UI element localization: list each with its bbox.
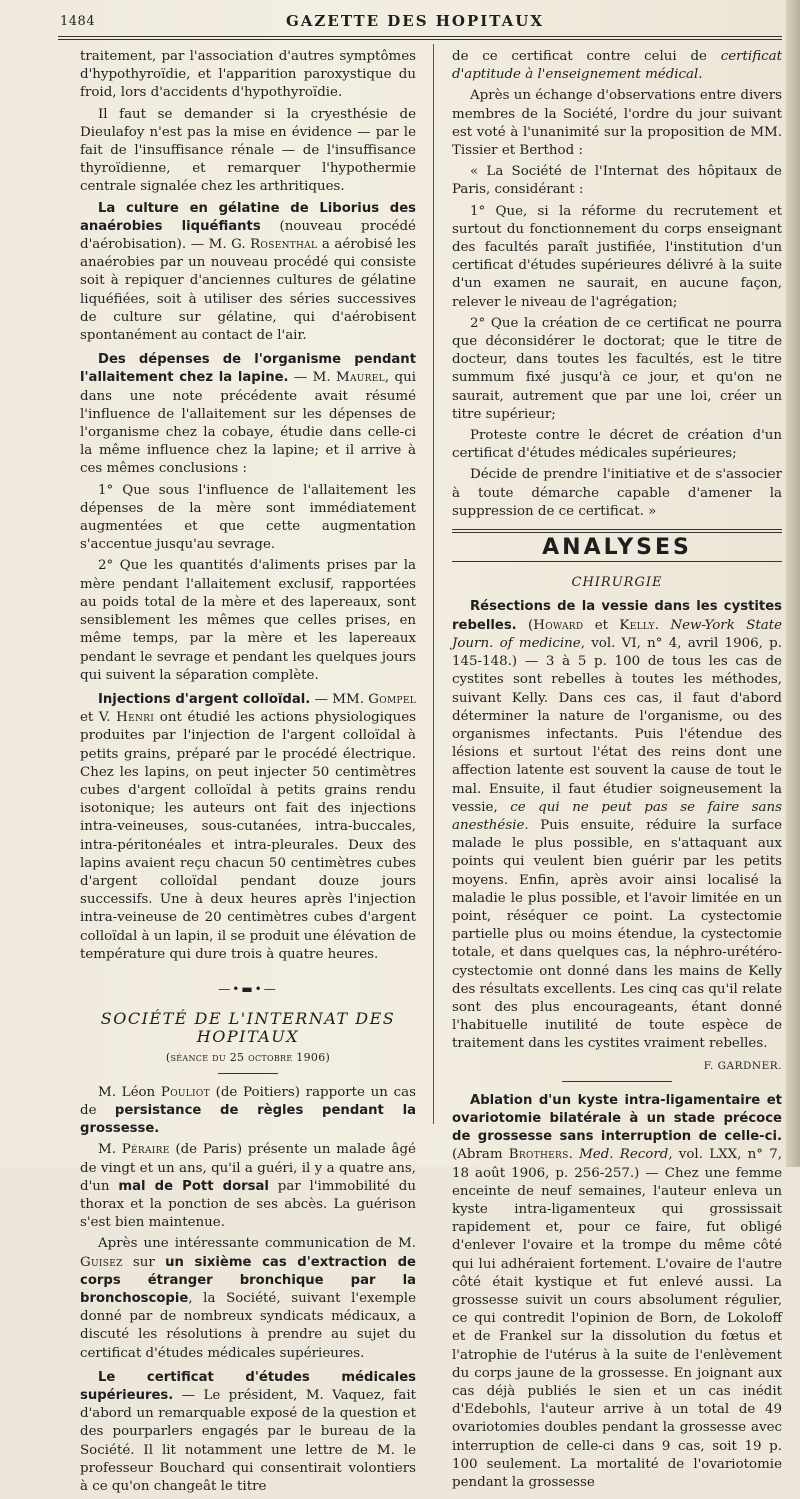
journal-title: GAZETTE DES HOPITAUX (285, 12, 544, 30)
separator-rule (562, 1081, 672, 1082)
author-name: Pouliot (160, 1084, 210, 1100)
signature: F. GARDNER. (703, 1059, 782, 1072)
article-title: Le certificat d'études médicales supérieures. (80, 1369, 416, 1404)
journal-name: Med. Record (579, 1147, 669, 1163)
section-rule (452, 529, 782, 533)
section-rule (452, 561, 782, 562)
article-title: Injections d'argent colloïdal. (98, 691, 311, 707)
article-culture: La culture en gélatine de Liborius des anaérobies liquéfiants (nouveau procédé d'aérobisation). — M. G. Rosenthal a aérobisé les anaérobies par un nouveau procédé qui consiste soit à repiquer d'anciennes cultures de gélatine liquéfiées, soit à utiliser des séries successives de culture sur gélatine, qui d'aérobisent spontanément au contact de l'air. (80, 200, 416, 344)
article-resections: Résections de la vessie dans les cystites rebelles. (Howard et Kelly. New-York State Journ. of medicine, vol. VI, n° 4, avril 1906, p. 145-148.) — 3 à 5 p. 100 de tous les cas de cystites sont rebelles à toutes les méthodes, suivant Kelly. Dans ces cas, il faut d'abord déterminer la nature de l'organisme, ou des organismes infectants. Puis l'étendue des lésions et surtout l'état des reins dont une affection latente est souvent la cause de tout le mal. Ensuite, il faut étudier soigneusement la vessie, ce qui ne peut pas se faire sans anesthésie. Puis ensuite, réduire la surface malade le plus possible, en s'attaquant aux points qui veulent bien guérir par les petits moyens. Enfin, après avoir ainsi localisé la maladie le plus possible, et l'avoir limitée en un point, réséquer ce point. La cystectomie partielle plus ou moins étendue, la cystectomie totale, et dans quelques cas, la néphro-urétéro-cystectomie ont donné dans les mains de Kelly des résultats excellents. Les cinq cas qu'il relate sont des plus encourageants, étant donné l'habituelle inutilité de toute espèce de traitement dans les cystites vraiment rebelles. (452, 599, 782, 1052)
article-injections: Injections d'argent colloïdal. — MM. Gompel et V. Henri ont étudié les actions physiologiques produites par l'injection de l'argent colloïdal à petits grains, préparé par le procédé électrique. Chez les lapins, on peut injecter 50 centimètres cubes d'argent colloïdal à petits grains rendu isotonique; les auteurs ont fait des injections intra-veineuses, sous-cutanées, intra-buccales, intra-péritonéales et intra-pleurales. Deux des lapins avaient reçu chacun 50 centimètres cubes d'argent colloïdal pendant douze jours successifs. Une à deux heures après l'injection intra-veineuse de 20 centimètres cubes d'argent colloïdal à un lapin, il se produit une élévation de température qui dure trois à quatre heures. (80, 691, 416, 962)
section-ornament: —•▬•— (218, 981, 278, 996)
list-item: 2° Que les quantités d'aliments prises par la mère pendant l'allaitement exclusif, rapportées au poids total de la mère et des lapereaux, sont sensiblement les mêmes que celles prises, en même temps, par la mère et les lapereaux pendant le sevrage et pendant les quelques jours qui suivent la séparation complète. (80, 558, 416, 683)
article-certificat: Le certificat d'études médicales supérieures. — Le président, M. Vaquez, fait d'abord un remarquable exposé de la question et des pourparlers engagés par le bureau de la Société. Il lit notamment une lettre de M. le professeur Bouchard qui consentirait volontiers à ce qu'on changeât le titre (80, 1369, 416, 1495)
list-item: 1° Que, si la réforme du recrutement et surtout du fonctionnement du corps enseignant des facultés paraît justifiée, l'institution d'un certificat d'études supérieures délivré à la suite d'un examen ne saurait, en aucune façon, relever le niveau de l'agrégation; (452, 203, 782, 310)
article-title: Résections de la vessie dans les cystites rebelles. (452, 599, 782, 633)
left-column (80, 48, 416, 1499)
header-rule (58, 36, 782, 40)
author-name: Maurel (335, 370, 385, 386)
author-name: Howard (533, 617, 584, 633)
paragraph: « La Société de l'Internat des hôpitaux de Paris, considérant : (452, 164, 782, 198)
author-name: Guisez (80, 1254, 123, 1270)
bold-topic: persistance de règles pendant la grossesse. (80, 1102, 416, 1137)
paragraph: M. Péraire (de Paris) présente un malade âgé de vingt et un ans, qu'il a guéri, il y a quatre ans, d'un mal de Pott dorsal par l'immobilité du thorax et la ponction de ses abcès. La guérison s'est bien maintenue. (80, 1142, 416, 1231)
list-item: 2° Que la création de ce certificat ne pourra que déconsidérer le doctorat; que le titre de docteur, dans toutes les facultés, est le titre summum fixé jusqu'à ce jour, et qu'on ne saurait, autrement que par une loi, créer un titre supérieur; (452, 315, 782, 422)
section-date: (séance du 25 octobre 1906) (165, 1050, 331, 1064)
column-divider (433, 44, 434, 1124)
author-name: Rosenthal (250, 237, 318, 253)
section-title: SOCIÉTÉ DE L'INTERNAT DES HOPITAUX (100, 1009, 396, 1047)
author-name: Henri (116, 710, 155, 726)
paragraph: Après une intéressante communication de M. Guisez sur un sixième cas d'extraction de corps étranger bronchique par la bronchoscopie, la Société, suivant l'exemple donné par de nombreux syndicats médicaux, a discuté les résolutions à prendre au sujet du certificat d'études médicales supérieures. (80, 1236, 416, 1361)
page-header (60, 10, 770, 36)
subsection-heading: CHIRURGIE (571, 575, 663, 591)
article-ablation: Ablation d'un kyste intra-ligamentaire et ovariotomie bilatérale à un stade précoce de grossesse sans interruption de celle-ci. (Abram Brothers. Med. Record, vol. LXX, n° 7, 18 août 1906, p. 256-257.) — Chez une femme enceinte de neuf semaines, l'auteur enleva un kyste intra-ligamenteux qui grossissait rapidement et, pour ce faire, fut obligé d'enlever l'ovaire et la trompe du même côté qui lui adhéraient fortement. L'ovaire de l'autre côté était kystique et fut enlevé aussi. La grossesse suivit un cours absolument régulier, ce qui contredit l'opinion de Born, de Lokoloff et de Frankel sur la dissolution du fœtus et l'atrophie de l'utérus à la suite de l'enlèvement du corps jaune de la grossesse. En joignant aux cas déjà publiés le sien et un cas inédit d'Edebohls, l'auteur arrive à un total de 49 ovariotomies doubles pendant la grossesse avec interruption de celle-ci dans 9 cas, soit 19 p. 100 seulement. La mortalité de l'ovariotomie pendant la grossesse (452, 1092, 782, 1491)
paragraph: Après un échange d'observations entre divers membres de la Société, l'ordre du jour suivant est voté à l'unanimité sur la proposition de MM. Tissier et Berthod : (452, 88, 782, 159)
journal-name: New-York State Journ. of medicine (452, 617, 782, 651)
author-name: Kelly (619, 617, 655, 633)
analyses-heading: ANALYSES (542, 535, 692, 561)
paragraph: Décide de prendre l'initiative et de s'associer à toute démarche capable d'amener la suppression de ce certificat. » (452, 467, 782, 519)
article-title: Des dépenses de l'organisme pendant l'allaitement chez la lapine. (80, 352, 416, 386)
bold-topic: un sixième cas d'extraction de corps étranger bronchique par la bronchoscopie (80, 1254, 416, 1306)
article-title: La culture en gélatine de Liborius des anaérobies liquéfiants (80, 200, 416, 234)
right-column (452, 48, 782, 1495)
author-name: Gompel (368, 691, 416, 707)
page-number: 1484 (60, 14, 96, 29)
paragraph: Il faut se demander si la cryesthésie de Dieulafoy n'est pas la mise en évidence — par le fait de l'insuffisance rénale — de l'insuffisance thyroïdienne, et remarquer l'hypothermie centrale signalée chez les arthritiques. (80, 106, 416, 195)
paragraph: M. Léon Pouliot (de Poitiers) rapporte un cas de persistance de règles pendant la grossesse. (80, 1084, 416, 1137)
paragraph: traitement, par l'association d'autres symptômes d'hypothyroïdie, et l'apparition paroxystique du froid, lors d'accidents d'hypothyroïdie. (80, 49, 416, 101)
author-name: Péraire (121, 1142, 170, 1158)
page-edge-shadow (786, 0, 800, 1167)
bold-topic: mal de Pott dorsal (118, 1178, 269, 1194)
paragraph: de ce certificat contre celui de certificat d'aptitude à l'enseignement médical. (452, 49, 782, 83)
short-rule (218, 1073, 278, 1074)
article-title: Ablation d'un kyste intra-ligamentaire et ovariotomie bilatérale à un stade précoce de grossesse sans interruption de celle-ci. (452, 1092, 782, 1145)
author-name: Brothers (508, 1147, 569, 1163)
paragraph: Proteste contre le décret de création d'un certificat d'études médicales supérieures; (452, 428, 782, 462)
article-depenses: Des dépenses de l'organisme pendant l'allaitement chez la lapine. — M. Maurel, qui dans une note précédente avait résumé l'influence de l'allaitement sur les dépenses de l'organisme chez la cobaye, étudie dans celle-ci la même influence chez la lapine; et il arrive à ces mêmes conclusions : (80, 352, 416, 477)
list-item: 1° Que sous l'influence de l'allaitement les dépenses de la mère sont immédiatement augmentées et que cette augmentation s'accentue jusqu'au sevrage. (80, 482, 416, 553)
